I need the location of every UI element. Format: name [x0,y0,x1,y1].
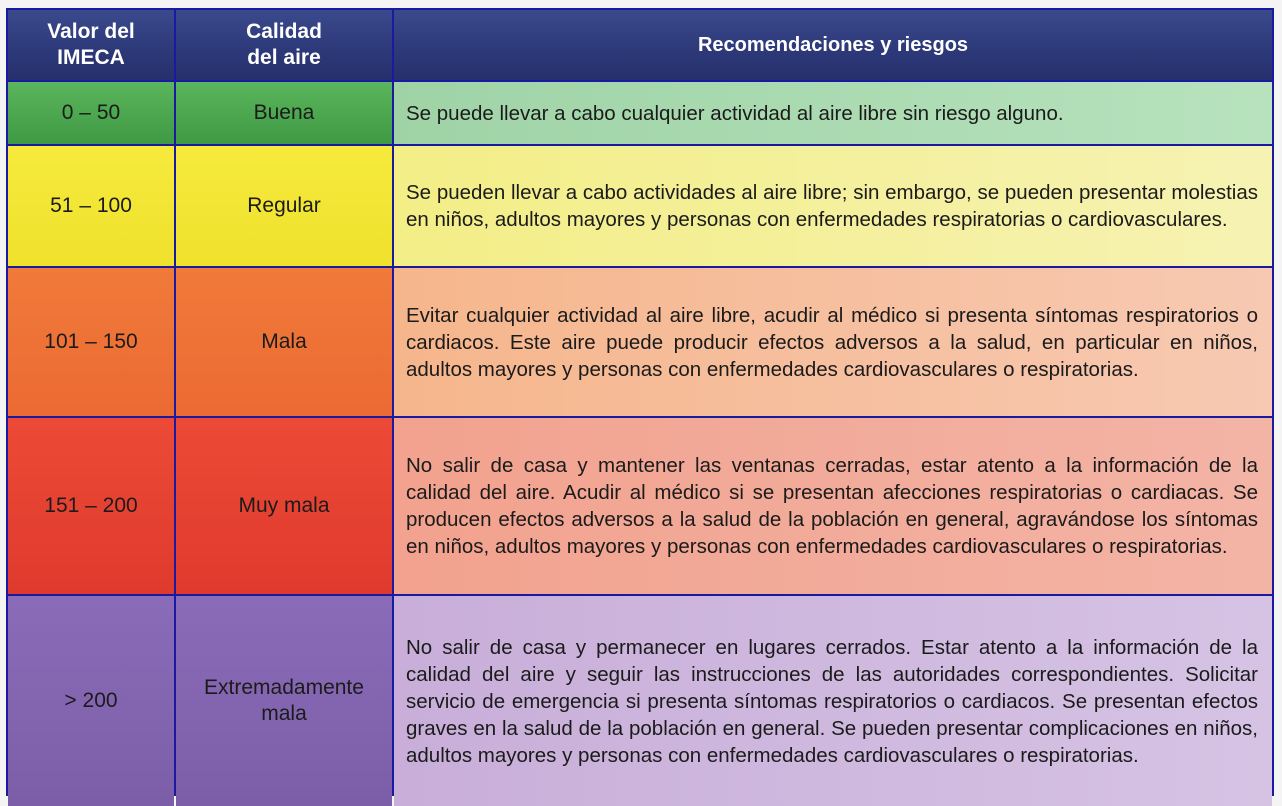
imeca-value: 101 – 150 [44,330,138,353]
imeca-table [6,8,1274,796]
imeca-value-cell [8,146,174,266]
air-quality-cell [176,596,392,806]
recommendation-cell [394,596,1272,806]
recommendation-text: Se pueden llevar a cabo actividades al aire libre; sin embargo, se pueden presentar molestias en niños, adultos mayores y personas con enfermedades respiratorias o cardiovasculares. [406,181,1258,231]
air-quality-label: Mala [261,330,307,353]
air-quality-cell [176,82,392,144]
header-air-quality [176,10,392,80]
recommendation-cell [394,146,1272,266]
air-quality-cell [176,418,392,594]
imeca-value-cell [8,82,174,144]
air-quality-label: Muy mala [238,494,330,517]
recommendation-text: No salir de casa y mantener las ventanas cerradas, estar atento a la información de la calidad del aire. Acudir al médico si se presentan afecciones respiratorias o cardiacas. Se producen efectos adversos a la salud de la población en general, agravándose los síntomas en niños, adultos mayores y personas con enfermedades cardiovasculares o respiratorias. [406,454,1258,558]
imeca-value: > 200 [64,689,118,712]
air-quality-cell [176,146,392,266]
imeca-value-cell [8,418,174,594]
header-recommendations [394,10,1272,80]
recommendation-cell [394,268,1272,416]
air-quality-label: Extremadamente mala [204,676,364,725]
air-quality-cell [176,268,392,416]
air-quality-label: Buena [253,101,315,124]
header-air-quality-label: Calidad del aire [246,20,322,69]
recommendation-cell [394,82,1272,144]
air-quality-label: Regular [247,194,321,217]
recommendation-cell [394,418,1272,594]
imeca-value: 51 – 100 [50,194,132,217]
imeca-value-cell [8,268,174,416]
imeca-value-cell [8,596,174,806]
recommendation-text: Se puede llevar a cabo cualquier actividad al aire libre sin riesgo alguno. [406,101,1064,125]
recommendation-text: Evitar cualquier actividad al aire libre, acudir al médico si presenta síntomas respiratorios o cardiacos. Este aire puede producir efectos adversos a la salud, en particular en niños, adultos mayores y personas con enfermedades cardiovasculares o respiratorias. [406,303,1258,381]
header-recommendations-label: Recomendaciones y riesgos [697,34,969,56]
recommendation-text: No salir de casa y permanecer en lugares cerrados. Estar atento a la información de la calidad del aire y seguir las instrucciones de las autoridades correspondientes. Solicitar servicio de emergencia si presenta síntomas respiratorios o cardiacos. Se presentan efectos graves en la salud de la población en general. Se pueden presentar complicaciones en niños, adultos mayores y personas con enfermedades cardiovasculares o respiratorias. [406,635,1258,767]
imeca-value: 151 – 200 [44,494,138,517]
header-imeca-value [8,10,174,80]
imeca-value: 0 – 50 [61,101,121,124]
header-imeca-value-label: Valor del IMECA [47,20,135,69]
